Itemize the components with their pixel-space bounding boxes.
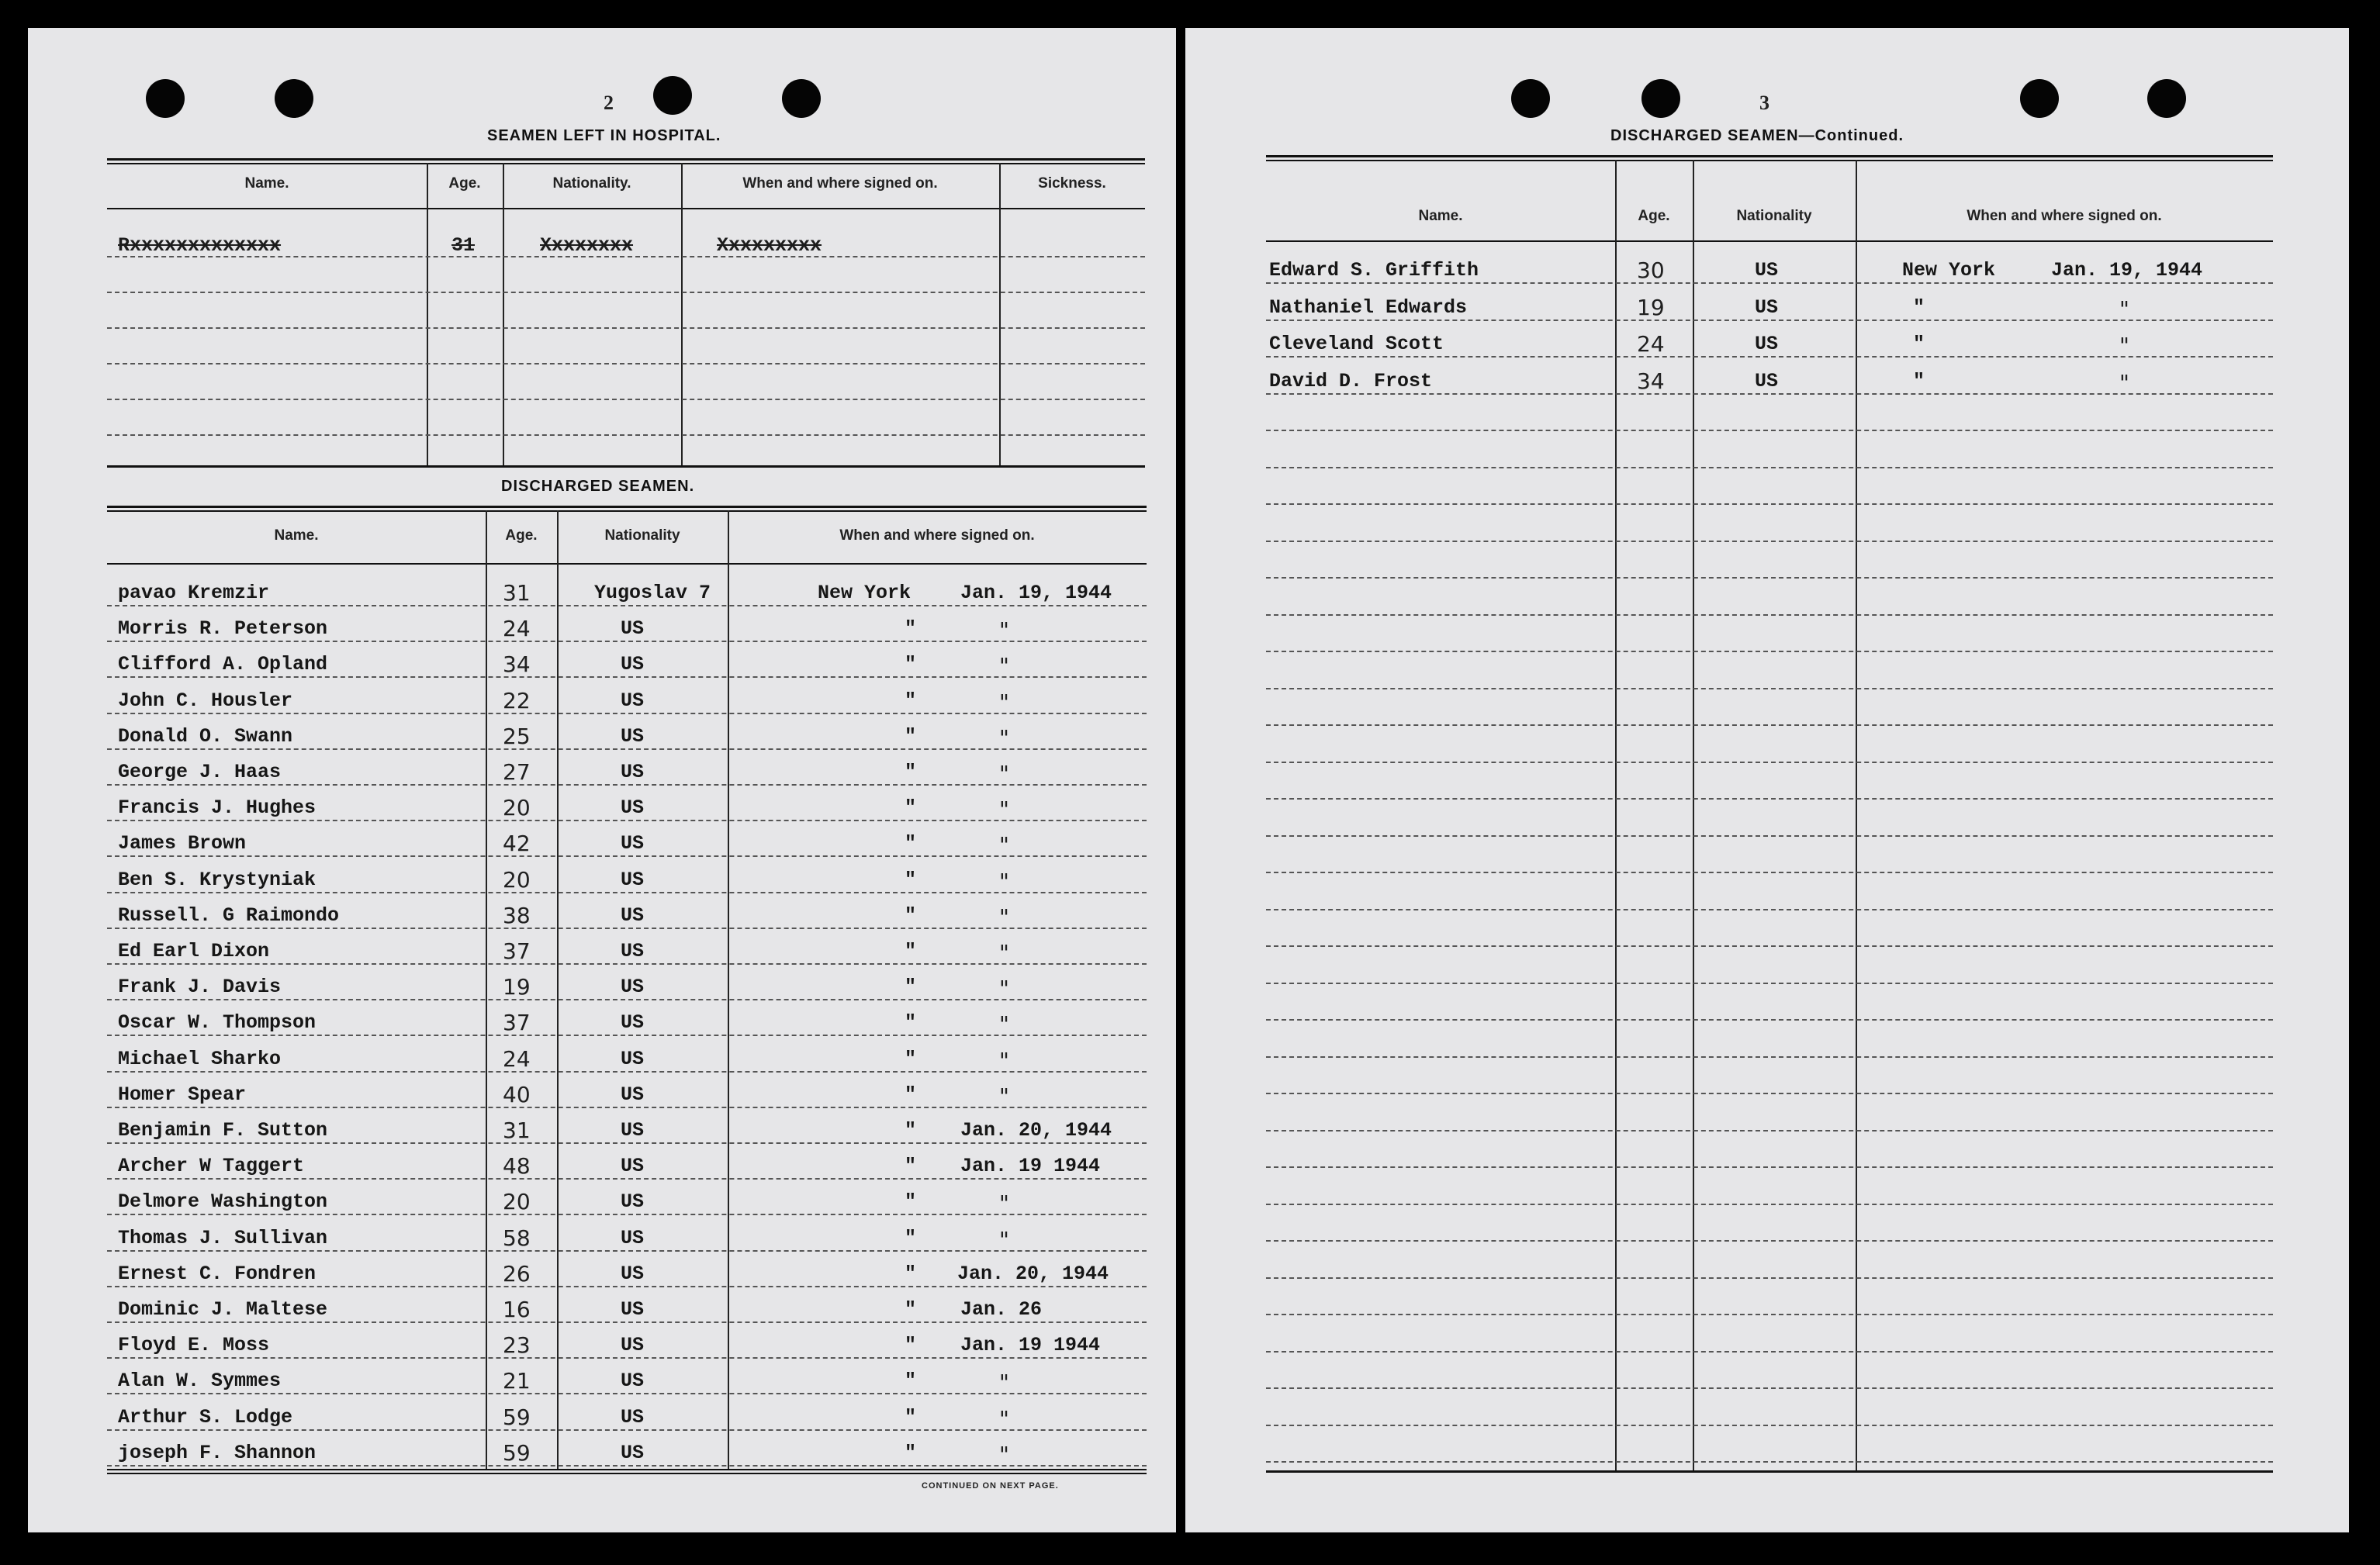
table-row-rule (1266, 1351, 2273, 1353)
seaman-nationality: US (621, 1334, 645, 1356)
signed-on-date: Jan. 20, 1944 (957, 1263, 1109, 1285)
table-row-rule (107, 999, 1147, 1000)
signed-on-date: " (999, 1048, 1009, 1073)
signed-on-date: " (999, 1227, 1009, 1252)
continued-note: CONTINUED ON NEXT PAGE. (922, 1481, 1059, 1491)
seaman-nationality: US (621, 617, 645, 640)
punch-hole-icon (2020, 79, 2059, 118)
seaman-nationality: US (621, 940, 645, 962)
seaman-nationality: US (621, 1048, 645, 1070)
signed-on-date: " (999, 1442, 1009, 1467)
table-row-rule (1266, 577, 2273, 579)
signed-on-date: " (2119, 333, 2129, 358)
table-row-rule (1266, 1130, 2273, 1131)
signed-on-place: " (905, 1048, 917, 1070)
table-row-rule (107, 1071, 1147, 1073)
signed-on-date: Jan. 26 (960, 1298, 1043, 1321)
seaman-nationality: US (621, 725, 645, 748)
signed-on-date: " (2119, 370, 2129, 396)
seaman-age: 23 (503, 1332, 531, 1358)
seaman-nationality: US (621, 1155, 645, 1177)
table-row-rule (1266, 688, 2273, 689)
seaman-name: Delmore Washington (118, 1190, 328, 1213)
hospital-section-title: SEAMEN LEFT IN HOSPITAL. (487, 127, 721, 144)
seaman-age: 37 (503, 1010, 531, 1035)
signed-on-date: Jan. 19 1944 (960, 1334, 1101, 1356)
seaman-nationality: Yugoslav 7 (594, 582, 711, 604)
table-row-rule (1266, 983, 2273, 984)
table-row-rule (107, 713, 1147, 714)
table-row-rule (1266, 945, 2273, 947)
col-header-nationality: Nationality. (552, 175, 631, 192)
discharged-table (107, 506, 1147, 1475)
seaman-name: Clifford A. Opland (118, 653, 328, 675)
signed-on-place: " (1913, 296, 1925, 319)
seaman-age: 24 (503, 1046, 531, 1072)
signed-on-place: New York (818, 582, 912, 604)
table-row-rule (107, 928, 1147, 929)
seaman-age: 24 (1637, 331, 1665, 357)
seaman-age: 59 (503, 1404, 531, 1430)
seaman-name: pavao Kremzir (118, 582, 270, 604)
table-row-rule (107, 1250, 1147, 1252)
seaman-name: Dominic J. Maltese (118, 1298, 328, 1321)
table-row-rule (107, 892, 1147, 893)
seaman-age: 34 (503, 651, 531, 677)
seaman-name: Frank J. Davis (118, 976, 282, 998)
seaman-age: 20 (503, 1189, 531, 1214)
seaman-nationality: US (621, 976, 645, 998)
col-header-signed-on: When and where signed on. (839, 527, 1035, 544)
seaman-name: James Brown (118, 832, 247, 855)
signed-on-place: " (1913, 333, 1925, 355)
signed-on-place: " (905, 1298, 917, 1321)
signed-on-date: " (999, 761, 1009, 786)
seaman-age: 26 (503, 1261, 531, 1287)
signed-on-place: " (905, 617, 917, 640)
signed-on-date: " (999, 1190, 1009, 1216)
table-row-rule (107, 855, 1147, 857)
seaman-age: 58 (503, 1225, 531, 1251)
seaman-nationality: US (621, 1298, 645, 1321)
seaman-nationality: US (1755, 259, 1779, 282)
seaman-nationality: US (1755, 296, 1779, 319)
table-row-rule (107, 1357, 1147, 1359)
seaman-nationality: US (1755, 370, 1779, 392)
punch-hole-icon (146, 79, 185, 118)
signed-on-date: " (999, 1370, 1009, 1395)
seaman-name: Michael Sharko (118, 1048, 282, 1070)
punch-hole-icon (782, 79, 821, 118)
signed-on-place: " (905, 1083, 917, 1106)
signed-on-place: " (905, 796, 917, 819)
seaman-age: 34 (1637, 368, 1665, 394)
hospital-nationality: Xxxxxxxx (540, 234, 634, 257)
signed-on-place: " (905, 689, 917, 712)
seaman-age: 16 (503, 1297, 531, 1322)
seaman-name: Edward S. Griffith (1269, 259, 1479, 282)
table-row-rule (1266, 835, 2273, 837)
table-row-rule (107, 676, 1147, 678)
signed-on-place: " (905, 976, 917, 998)
table-row-rule (107, 641, 1147, 642)
seaman-age: 38 (503, 903, 531, 928)
page-number: 3 (1759, 92, 1769, 114)
seaman-age: 19 (503, 974, 531, 1000)
punch-hole-icon (2147, 79, 2186, 118)
table-row-rule (107, 1178, 1147, 1180)
table-row-rule (107, 820, 1147, 821)
table-row-rule (1266, 503, 2273, 505)
signed-on-date: " (999, 904, 1009, 930)
signed-on-date: " (999, 940, 1009, 966)
seaman-age: 31 (503, 1118, 531, 1143)
seaman-name: George J. Haas (118, 761, 282, 783)
signed-on-date: Jan. 20, 1944 (960, 1119, 1112, 1142)
signed-on-date: " (999, 832, 1009, 858)
seaman-nationality: US (621, 796, 645, 819)
table-row-rule (1266, 614, 2273, 616)
col-header-signed-on: When and where signed on. (1967, 208, 2162, 224)
table-row-rule (1266, 1240, 2273, 1242)
continued-section-title: DISCHARGED SEAMEN—Continued. (1610, 127, 1904, 144)
signed-on-date: " (999, 689, 1009, 715)
seaman-age: 27 (503, 759, 531, 785)
seaman-name: Donald O. Swann (118, 725, 293, 748)
table-row-rule (107, 748, 1147, 750)
col-header-name: Name. (1418, 208, 1463, 224)
hospital-name: Rxxxxxxxxxxxxx (118, 234, 282, 257)
signed-on-place: " (1913, 370, 1925, 392)
seaman-age: 48 (503, 1153, 531, 1179)
seaman-nationality: US (621, 1190, 645, 1213)
seaman-name: Ben S. Krystyniak (118, 869, 317, 891)
seaman-age: 31 (503, 580, 531, 606)
signed-on-date: " (999, 653, 1009, 679)
col-header-sickness: Sickness. (1038, 175, 1106, 192)
table-row-rule (1266, 541, 2273, 542)
table-row-rule (107, 1286, 1147, 1287)
seaman-nationality: US (621, 832, 645, 855)
punch-hole-icon (275, 79, 313, 118)
seaman-name: Ernest C. Fondren (118, 1263, 317, 1285)
seaman-name: Floyd E. Moss (118, 1334, 270, 1356)
seaman-name: Alan W. Symmes (118, 1370, 282, 1392)
signed-on-place: " (905, 1155, 917, 1177)
seaman-age: 30 (1637, 257, 1665, 283)
table-row-rule (107, 1393, 1147, 1394)
seaman-name: Cleveland Scott (1269, 333, 1444, 355)
signed-on-date: " (999, 1406, 1009, 1432)
table-row-rule (107, 1142, 1147, 1144)
seaman-nationality: US (621, 1263, 645, 1285)
table-row-rule (1266, 1019, 2273, 1021)
seaman-nationality: US (621, 653, 645, 675)
signed-on-date: " (999, 1083, 1009, 1109)
table-row-rule (1266, 1166, 2273, 1168)
table-row-rule (107, 1107, 1147, 1108)
seaman-name: David D. Frost (1269, 370, 1433, 392)
table-row-rule (1266, 1387, 2273, 1389)
signed-on-date: " (999, 617, 1009, 643)
table-row-rule (107, 605, 1147, 606)
signed-on-place: " (905, 1334, 917, 1356)
signed-on-date: " (999, 725, 1009, 751)
signed-on-date: Jan. 19, 1944 (2051, 259, 2203, 282)
table-row-rule (1266, 1056, 2273, 1058)
table-row-rule (1266, 1277, 2273, 1279)
signed-on-date: " (999, 796, 1009, 822)
table-row-rule (1266, 651, 2273, 652)
col-header-nationality: Nationality (604, 527, 680, 544)
hospital-age: 31 (451, 234, 476, 257)
seaman-age: 42 (503, 831, 531, 856)
seaman-nationality: US (621, 1011, 645, 1034)
signed-on-date: " (999, 1011, 1009, 1037)
signed-on-place: " (905, 869, 917, 891)
seaman-age: 19 (1637, 295, 1665, 320)
col-header-name: Name. (274, 527, 319, 544)
seaman-age: 59 (503, 1440, 531, 1466)
table-row-rule (1266, 762, 2273, 763)
seaman-nationality: US (621, 869, 645, 891)
signed-on-place: " (905, 832, 917, 855)
table-row-rule (1266, 872, 2273, 873)
col-header-age: Age. (505, 527, 538, 544)
signed-on-place: " (905, 1442, 917, 1464)
signed-on-place: " (905, 904, 917, 927)
col-header-age: Age. (448, 175, 481, 192)
col-header-nationality: Nationality (1736, 208, 1812, 224)
seaman-name: Ed Earl Dixon (118, 940, 270, 962)
seaman-age: 40 (503, 1082, 531, 1107)
seaman-nationality: US (1755, 333, 1779, 355)
punch-hole-icon (1511, 79, 1550, 118)
seaman-name: Francis J. Hughes (118, 796, 317, 819)
seaman-name: Thomas J. Sullivan (118, 1227, 328, 1249)
signed-on-place: " (905, 761, 917, 783)
table-row-rule (1266, 467, 2273, 468)
hospital-signed-on: Xxxxxxxxx (717, 234, 822, 257)
seaman-nationality: US (621, 904, 645, 927)
signed-on-place: " (905, 653, 917, 675)
seaman-name: Morris R. Peterson (118, 617, 328, 640)
signed-on-place: " (905, 1406, 917, 1429)
signed-on-date: " (999, 976, 1009, 1001)
signed-on-date: Jan. 19 1944 (960, 1155, 1101, 1177)
table-row-rule (107, 1321, 1147, 1323)
table-row-rule (1266, 1461, 2273, 1463)
seaman-name: Nathaniel Edwards (1269, 296, 1468, 319)
signed-on-place: " (905, 725, 917, 748)
table-row-rule (107, 1429, 1147, 1431)
signed-on-place: " (905, 1263, 917, 1285)
table-row-rule (1266, 909, 2273, 910)
table-row-rule (1266, 724, 2273, 726)
table-row-rule (1266, 282, 2273, 284)
seaman-name: joseph F. Shannon (118, 1442, 317, 1464)
seaman-name: Russell. G Raimondo (118, 904, 340, 927)
seaman-name: Oscar W. Thompson (118, 1011, 317, 1034)
signed-on-date: " (999, 869, 1009, 894)
table-row-rule (107, 963, 1147, 965)
seaman-name: Arthur S. Lodge (118, 1406, 293, 1429)
discharged-continued-table (1266, 155, 2273, 1473)
seaman-nationality: US (621, 689, 645, 712)
hospital-table (107, 158, 1145, 468)
signed-on-place: " (905, 1011, 917, 1034)
seaman-age: 22 (503, 688, 531, 713)
seaman-name: Homer Spear (118, 1083, 247, 1106)
table-row-rule (1266, 798, 2273, 800)
seaman-name: Archer W Taggert (118, 1155, 305, 1177)
table-row-rule (107, 784, 1147, 786)
seaman-nationality: US (621, 1406, 645, 1429)
signed-on-place: " (905, 1190, 917, 1213)
table-row-rule (107, 1465, 1147, 1467)
punch-hole-icon (1641, 79, 1680, 118)
right-page (1185, 28, 2349, 1532)
table-row-rule (1266, 1425, 2273, 1426)
seaman-age: 24 (503, 616, 531, 641)
signed-on-place: " (905, 1227, 917, 1249)
page-number: 2 (604, 92, 614, 114)
seaman-name: John C. Housler (118, 689, 293, 712)
seaman-age: 37 (503, 938, 531, 964)
discharged-section-title: DISCHARGED SEAMEN. (501, 478, 695, 495)
table-row-rule (107, 1214, 1147, 1215)
signed-on-place: " (905, 940, 917, 962)
table-row-rule (1266, 1204, 2273, 1205)
seaman-name: Benjamin F. Sutton (118, 1119, 328, 1142)
seaman-age: 21 (503, 1368, 531, 1394)
signed-on-place: " (905, 1119, 917, 1142)
seaman-age: 25 (503, 724, 531, 749)
seaman-nationality: US (621, 1227, 645, 1249)
seaman-nationality: US (621, 1119, 645, 1142)
seaman-nationality: US (621, 761, 645, 783)
signed-on-date: Jan. 19, 1944 (960, 582, 1112, 604)
seaman-age: 20 (503, 795, 531, 821)
signed-on-place: " (905, 1370, 917, 1392)
punch-hole-icon (653, 76, 692, 115)
col-header-name: Name. (244, 175, 289, 192)
seaman-nationality: US (621, 1083, 645, 1106)
table-row-rule (1266, 430, 2273, 431)
seaman-nationality: US (621, 1442, 645, 1464)
table-row-rule (1266, 1314, 2273, 1315)
seaman-nationality: US (621, 1370, 645, 1392)
col-header-signed-on: When and where signed on. (742, 175, 938, 192)
table-row-rule (107, 1035, 1147, 1036)
left-page (28, 28, 1176, 1532)
signed-on-date: " (2119, 296, 2129, 322)
signed-on-place: New York (1902, 259, 1996, 282)
seaman-age: 20 (503, 867, 531, 893)
col-header-age: Age. (1638, 208, 1670, 224)
table-row-rule (1266, 1093, 2273, 1094)
